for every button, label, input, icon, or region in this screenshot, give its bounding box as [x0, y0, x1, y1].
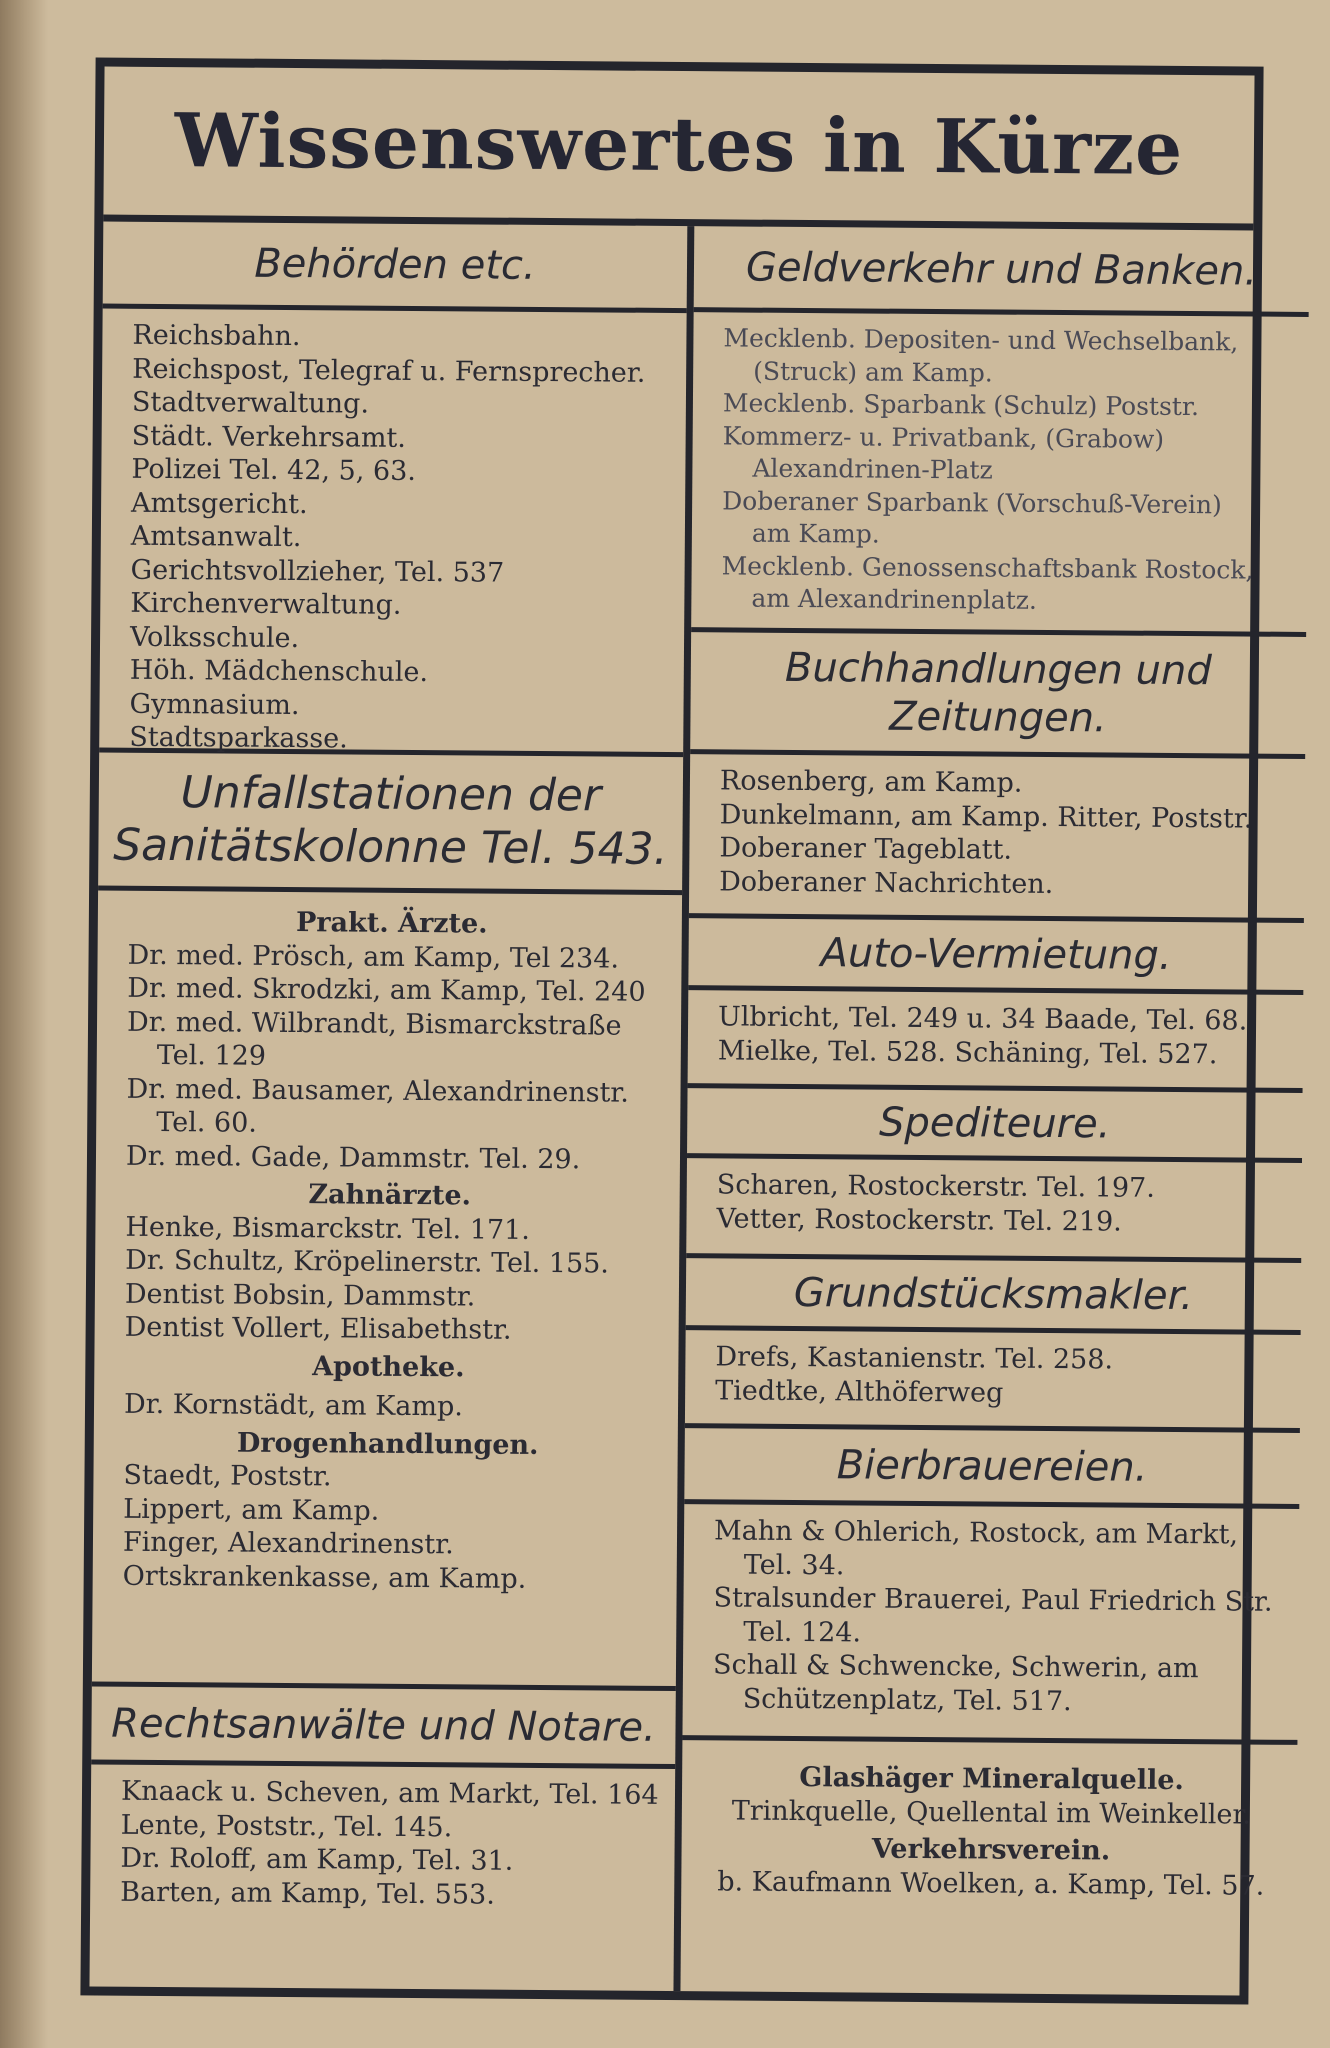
list-item: Dr. Roloff, am Kamp, Tel. 31.	[120, 1842, 514, 1877]
list-item: Tel. 60.	[156, 1106, 258, 1139]
list-item: Scharen, Rostockerstr. Tel. 197.	[716, 1169, 1155, 1204]
list-item: Lente, Poststr., Tel. 145.	[120, 1809, 453, 1843]
list-item: Rosenberg, am Kamp.	[719, 765, 1023, 799]
behoerden-list	[99, 309, 686, 758]
list-item: Henke, Bismarckstr. Tel. 171.	[125, 1211, 531, 1246]
banken-list	[691, 312, 1308, 637]
list-item: Vetter, Rostockerstr. Tel. 219.	[716, 1202, 1122, 1238]
list-item: (Struck) am Kamp.	[753, 356, 993, 387]
list-item: Mahn & Ohlerich, Rostock, am Markt,	[713, 1515, 1239, 1551]
list-item: Mecklenb. Genossenschaftsbank Rostock,	[721, 550, 1254, 585]
list-item: Schall & Schwencke, Schwerin, am	[712, 1649, 1199, 1685]
list-item: Dr. med. Bausamer, Alexandrinenstr.	[126, 1073, 630, 1109]
list-item: Barten, am Kamp, Tel. 553.	[120, 1876, 495, 1911]
list-item: Mielke, Tel. 528. Schäning, Tel. 527.	[717, 1034, 1218, 1070]
list-item: Reichsbahn.	[132, 319, 301, 353]
list-item: Höh. Mädchenschule.	[129, 654, 429, 689]
quelle-block	[680, 1740, 1297, 1996]
list-item: Reichspost, Telegraf u. Fernsprecher.	[132, 353, 646, 389]
list-item: Polizei Tel. 42, 5, 63.	[131, 453, 417, 487]
spedit-heading: Spediteure.	[687, 1088, 1303, 1163]
verein-subheading: Verkehrsverein.	[871, 1833, 1111, 1867]
buch-heading-line-2: Zeitungen.	[889, 693, 1107, 741]
list-item: Dunkelmann, am Kamp. Ritter, Poststr.	[719, 798, 1253, 835]
list-item: Tel. 124.	[743, 1616, 862, 1649]
medizin-block	[92, 890, 682, 1691]
book-spine	[0, 0, 48, 2048]
quelle-subheading: Glashäger Mineralquelle.	[799, 1762, 1185, 1797]
auto-heading: Auto-Vermietung.	[688, 918, 1304, 995]
list-item: am Alexandrinenplatz.	[751, 583, 1038, 615]
list-item: Mecklenb. Depositen- und Wechselbank,	[723, 323, 1239, 357]
drogen-subheading: Drogenhandlungen.	[236, 1427, 539, 1461]
list-item: Tel. 129	[156, 1039, 267, 1072]
auto-list	[688, 990, 1304, 1093]
unfall-line-1: Unfallstationen der	[180, 766, 602, 822]
list-item: Städt. Verkehrsamt.	[131, 420, 407, 454]
recht-list	[89, 1764, 675, 1991]
list-item: Dr. Schultz, Kröpelinerstr. Tel. 155.	[125, 1244, 610, 1280]
list-item: Schützenplatz, Tel. 517.	[742, 1683, 1072, 1717]
apotheke-subheading: Apotheke.	[312, 1350, 465, 1383]
list-item: Lippert, am Kamp.	[123, 1493, 380, 1527]
list-item: Knaack u. Scheven, am Markt, Tel. 164	[120, 1775, 659, 1811]
behoerden-heading: Behörden etc.	[103, 222, 688, 314]
aerzte-subheading: Prakt. Ärzte.	[295, 907, 488, 940]
verein-line: b. Kaufmann Woelken, a. Kamp, Tel. 57.	[717, 1865, 1265, 1902]
list-item: Kommerz- u. Privatbank, (Grabow)	[722, 420, 1165, 454]
spedit-list	[686, 1158, 1302, 1263]
list-item: Stralsunder Brauerei, Paul Friedrich Str.	[713, 1582, 1273, 1618]
list-item: Dr. med. Gade, Dammstr. Tel. 29.	[125, 1140, 581, 1175]
list-item: Dentist Bobsin, Dammstr.	[124, 1278, 476, 1312]
list-item: Gerichtsvollzieher, Tel. 537	[130, 554, 505, 589]
page-title: Wissenswertes in Kürze	[103, 67, 1254, 231]
list-item: Dentist Vollert, Elisabethstr.	[124, 1311, 512, 1346]
list-item: Doberaner Sparbank (Vorschuß-Verein)	[722, 485, 1222, 519]
list-item: Amtsgericht.	[131, 487, 308, 520]
list-item: Gymnasium.	[129, 688, 300, 721]
list-item: am Kamp.	[751, 518, 880, 549]
buch-heading	[690, 632, 1306, 759]
list-item: Ortskrankenkasse, am Kamp.	[122, 1560, 527, 1595]
list-item: Ulbricht, Tel. 249 u. 34 Baade, Tel. 68.	[717, 1001, 1248, 1037]
list-item: Stadtverwaltung.	[131, 386, 370, 420]
page-frame	[80, 57, 1273, 2004]
makler-list	[685, 1330, 1301, 1433]
buch-heading-line-1: Buchhandlungen und	[784, 644, 1212, 694]
list-item: Dr. Kornstädt, am Kamp.	[123, 1388, 464, 1423]
left-column	[89, 222, 694, 1992]
list-item: Kirchenverwaltung.	[130, 587, 402, 621]
list-item: Dr. med. Skrodzki, am Kamp, Tel. 240	[127, 972, 646, 1008]
unfall-heading	[98, 752, 683, 895]
list-item: Finger, Alexandrinenstr.	[122, 1526, 454, 1561]
makler-heading: Grundstücksmakler.	[686, 1258, 1302, 1335]
list-item: Volksschule.	[129, 621, 300, 654]
right-column	[680, 226, 1309, 1996]
banken-heading: Geldverkehr und Banken.	[694, 226, 1310, 317]
recht-heading: Rechtsanwälte und Notare.	[91, 1686, 676, 1769]
zahnaerzte-subheading: Zahnärzte.	[308, 1179, 472, 1212]
list-item: Staedt, Poststr.	[123, 1459, 332, 1493]
list-item: Stadtsparkasse.	[129, 721, 348, 755]
list-item: Tiedtke, Althöferweg	[715, 1374, 1004, 1409]
list-item: Alexandrinen-Platz	[752, 453, 993, 485]
bier-list	[682, 1504, 1299, 1745]
list-item: Doberaner Tageblatt.	[719, 832, 1013, 866]
list-item: Tel. 34.	[743, 1549, 845, 1581]
quelle-line: Trinkquelle, Quellental im Weinkeller.	[731, 1794, 1252, 1831]
list-item: Dr. med. Prösch, am Kamp, Tel 234.	[127, 939, 620, 975]
bier-heading: Bierbrauereien.	[684, 1428, 1300, 1509]
list-item: Mecklenb. Sparbank (Schulz) Poststr.	[722, 388, 1200, 422]
list-item: Dr. med. Wilbrandt, Bismarckstraße	[126, 1006, 622, 1042]
unfall-line-2: Sanitätskolonne Tel. 543.	[113, 819, 668, 875]
list-item: Drefs, Kastanienstr. Tel. 258.	[715, 1341, 1114, 1376]
buch-list	[689, 754, 1305, 923]
list-item: Doberaner Nachrichten.	[719, 865, 1054, 900]
list-item: Amtsanwalt.	[130, 520, 302, 554]
